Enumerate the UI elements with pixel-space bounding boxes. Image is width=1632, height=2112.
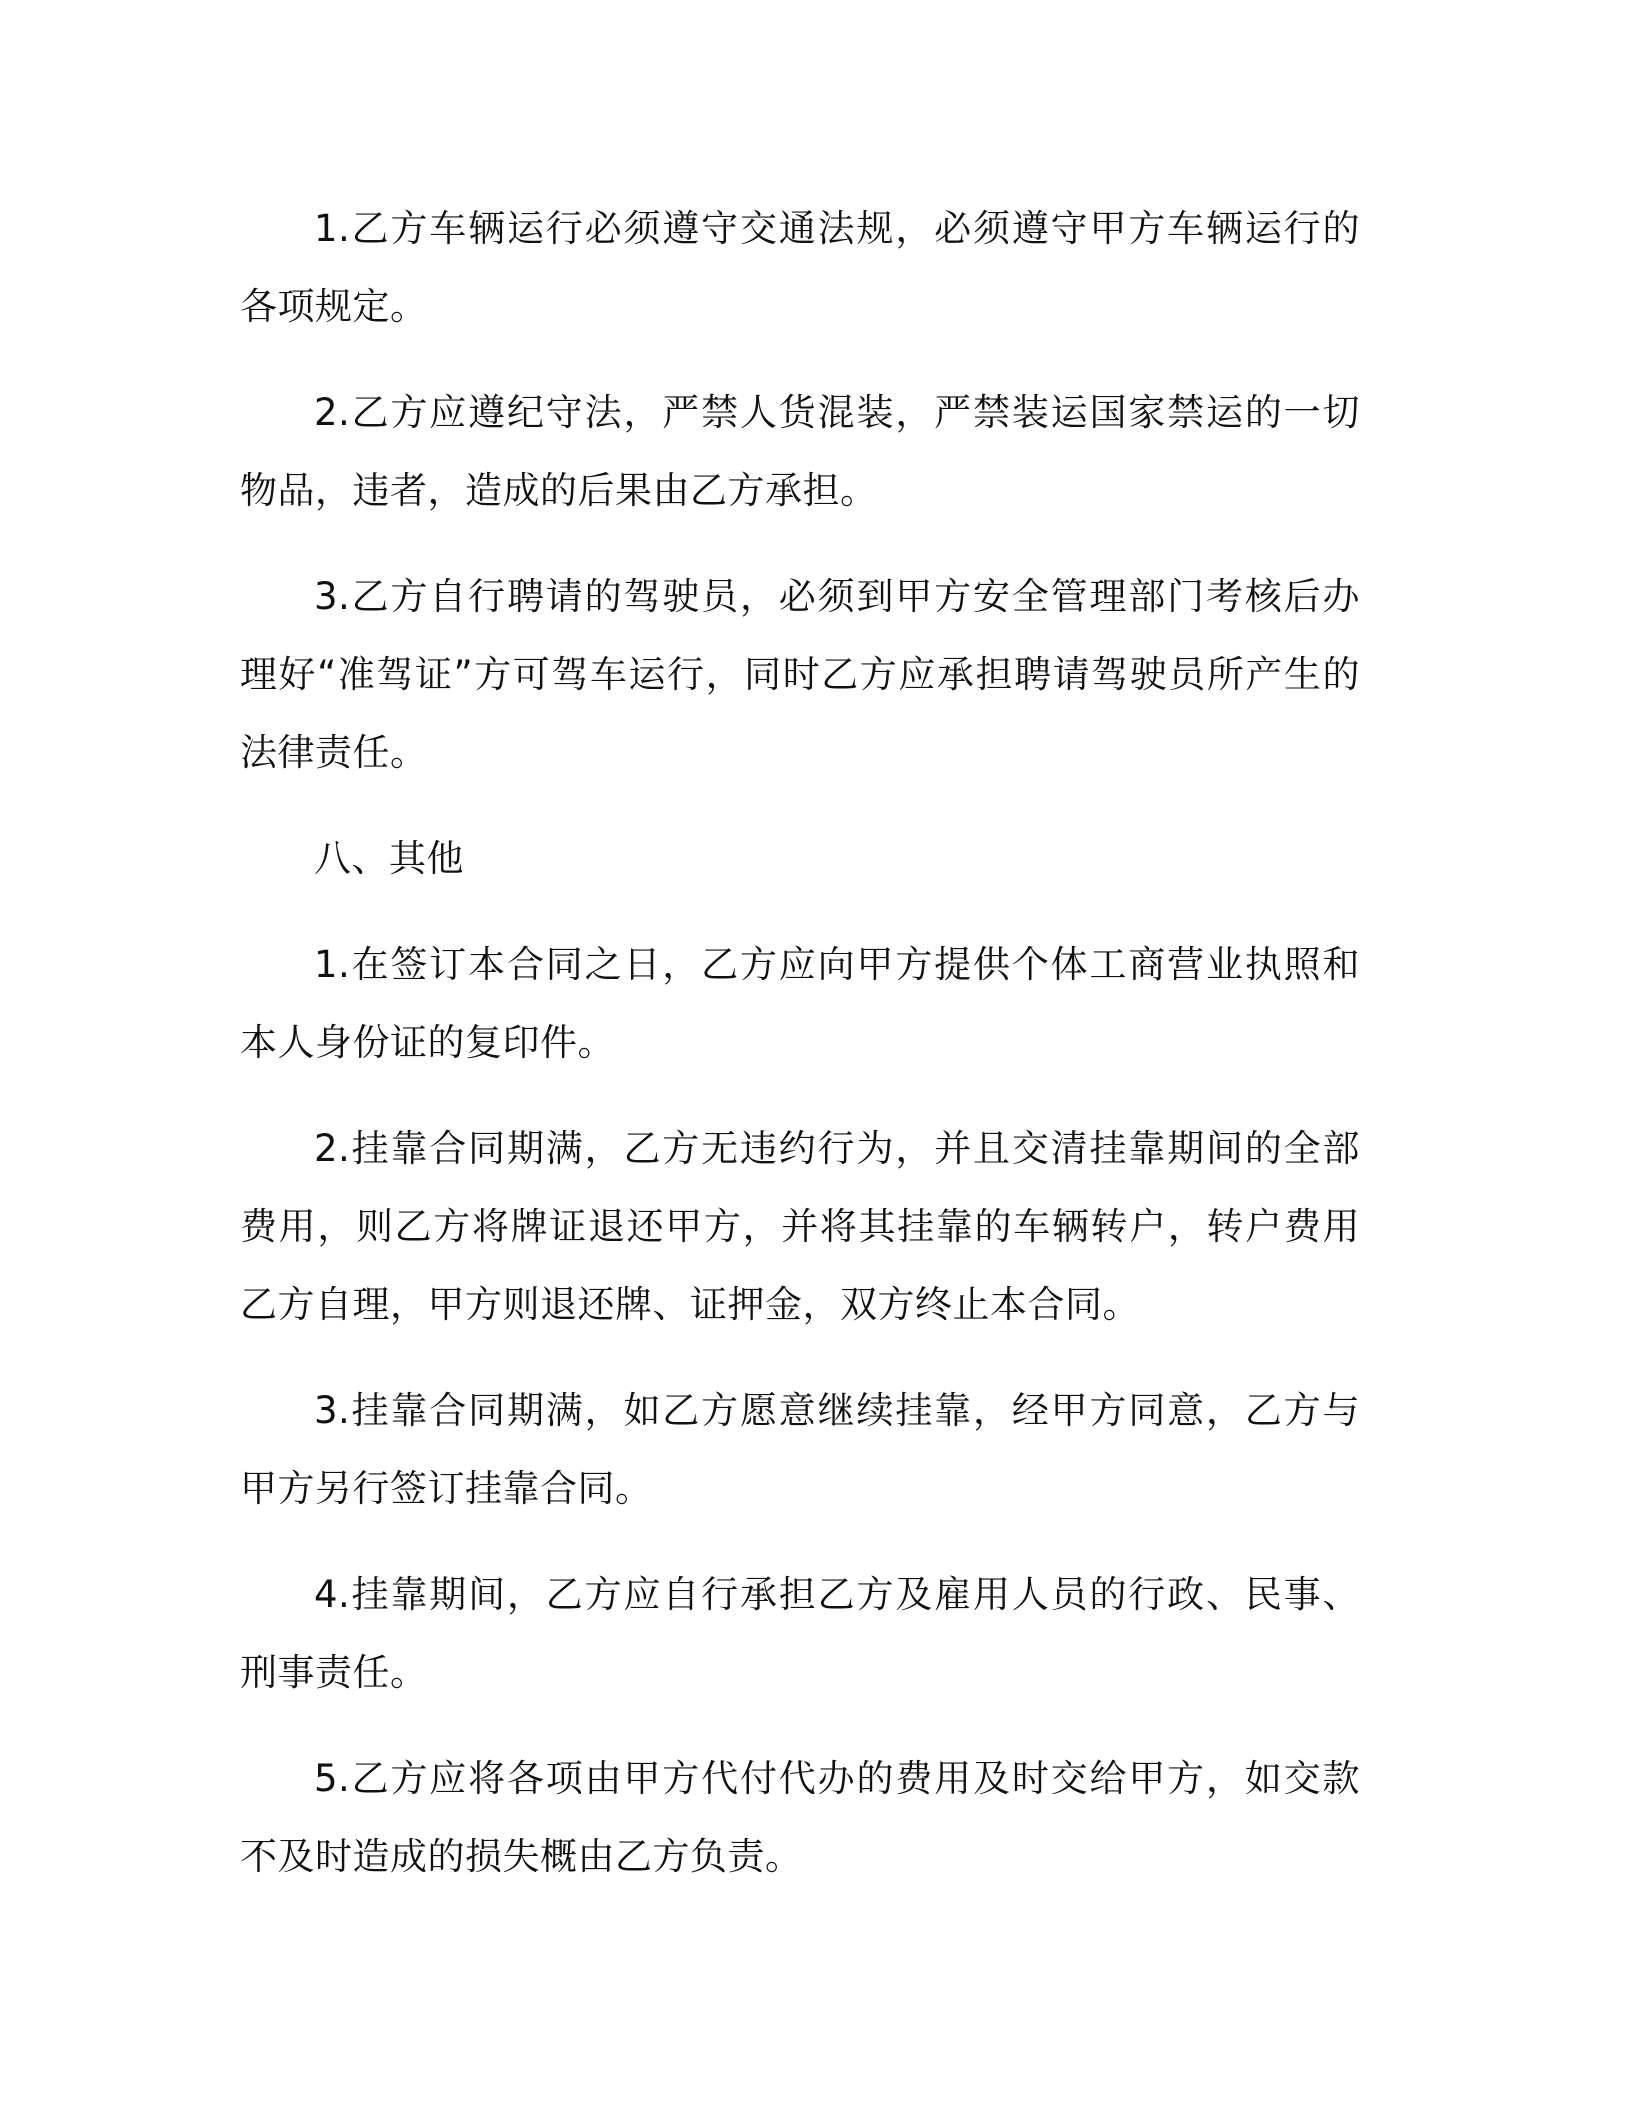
clause-7-2: 2.乙方应遵纪守法，严禁人货混装，严禁装运国家禁运的一切物品，违者，造成的后果由乙方承担。 <box>240 391 1360 512</box>
section-heading-other: 八、其他 <box>314 837 464 880</box>
clause-7-3: 3.乙方自行聘请的驾驶员，必须到甲方安全管理部门考核后办理好“准驾证”方可驾车运行，同时乙方应承担聘请驾驶员所产生的法律责任。 <box>240 575 1360 774</box>
clause-8-1: 1.在签订本合同之日，乙方应向甲方提供个体工商营业执照和本人身份证的复印件。 <box>240 943 1360 1064</box>
clause-8-3: 3.挂靠合同期满，如乙方愿意继续挂靠，经甲方同意，乙方与甲方另行签订挂靠合同。 <box>240 1389 1360 1510</box>
document-page <box>240 190 1360 1924</box>
clause-8-2: 2.挂靠合同期满，乙方无违约行为，并且交清挂靠期间的全部费用，则乙方将牌证退还甲方，并将其挂靠的车辆转户，转户费用乙方自理，甲方则退还牌、证押金，双方终止本合同。 <box>240 1127 1360 1326</box>
clause-8-4: 4.挂靠期间，乙方应自行承担乙方及雇用人员的行政、民事、刑事责任。 <box>240 1573 1360 1694</box>
clause-7-1: 1.乙方车辆运行必须遵守交通法规，必须遵守甲方车辆运行的各项规定。 <box>240 207 1360 328</box>
clause-8-5: 5.乙方应将各项由甲方代付代办的费用及时交给甲方，如交款不及时造成的损失概由乙方负责。 <box>240 1757 1360 1878</box>
